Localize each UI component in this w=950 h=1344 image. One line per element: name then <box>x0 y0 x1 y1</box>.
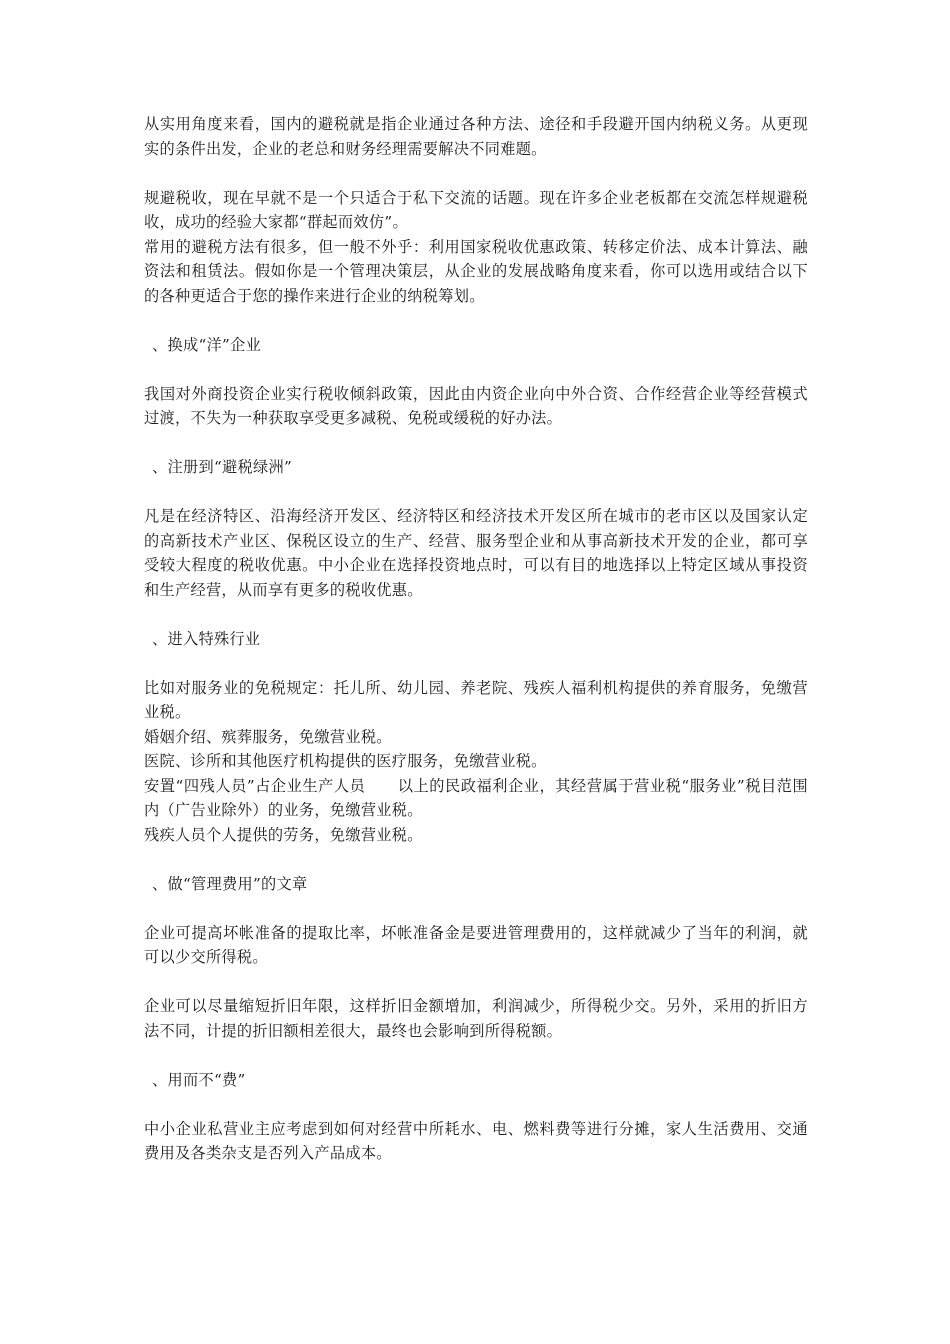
document-body <box>144 112 808 1166</box>
section-4-paragraph-2: 企业可以尽量缩短折旧年限，这样折旧金额增加，利润减少，所得税少交。另外，采用的折旧方法不同，计提的折旧额相差很大，最终也会影响到所得税额。 <box>144 997 808 1040</box>
intro-paragraph-2: 规避税收，现在早就不是一个只适合于私下交流的话题。现在许多企业老板都在交流怎样规避税收，成功的经验大家都“群起而效仿”。 <box>144 188 808 231</box>
section-3-line-2: 婚姻介绍、殡葬服务，免缴营业税。 <box>144 727 392 746</box>
section-heading-2: 、注册到“避税绿洲” <box>152 458 293 476</box>
section-3-line-5: 残疾人员个人提供的劳务，免缴营业税。 <box>144 825 423 844</box>
section-1-paragraph-1: 我国对外商投资企业实行税收倾斜政策，因此由内资企业向中外合资、合作经营企业等经营模式过渡，不失为一种获取享受更多减税、免税或缓税的好办法。 <box>144 384 808 427</box>
section-heading-5: 、用而不“费” <box>152 1070 246 1089</box>
section-3-line-4: 安置“四残人员”占企业生产人员 以上的民政福利企业，其经营属于营业税“服务业”税目范围内（广告业除外）的业务，免缴营业税。 <box>144 776 808 819</box>
section-heading-4: 、做“管理费用”的文章 <box>152 874 308 893</box>
section-3-line-1: 比如对服务业的免税规定：托儿所、幼儿园、养老院、残疾人福利机构提供的养育服务，免缴营业税。 <box>144 678 808 721</box>
section-heading-3: 、进入特殊行业 <box>152 629 261 648</box>
intro-paragraph-1: 从实用角度来看，国内的避税就是指企业通过各种方法、途径和手段避开国内纳税义务。从更现实的条件出发，企业的老总和财务经理需要解决不同难题。 <box>144 115 808 158</box>
section-2-paragraph-1: 凡是在经济特区、沿海经济开发区、经济特区和经济技术开发区所在城市的老市区以及国家认定的高新技术产业区、保税区设立的生产、经营、服务型企业和从事高新技术开发的企业，都可享受较大程度的税收优惠。中小企业在选择投资地点时，可以有目的地选择以上特定区域从事投资和生产经营，从而享有更多的税收优惠。 <box>144 507 808 599</box>
intro-paragraph-3: 常用的避税方法有很多，但一般不外乎：利用国家税收优惠政策、转移定价法、成本计算法、融资法和租赁法。假如你是一个管理决策层，从企业的发展战略角度来看，你可以选用或结合以下的各种更适合于您的操作来进行企业的纳税筹划。 <box>144 237 808 305</box>
section-4-paragraph-1: 企业可提高坏帐准备的提取比率，坏帐准备金是要进管理费用的，这样就减少了当年的利润，就可以少交所得税。 <box>144 923 808 966</box>
section-5-paragraph-1: 中小企业私营业主应考虑到如何对经营中所耗水、电、燃料费等进行分摊，家人生活费用、交通费用及各类杂支是否列入产品成本。 <box>144 1119 808 1162</box>
section-heading-1: 、换成“洋”企业 <box>152 335 262 354</box>
section-3-line-3: 医院、诊所和其他医疗机构提供的医疗服务，免缴营业税。 <box>144 752 547 770</box>
